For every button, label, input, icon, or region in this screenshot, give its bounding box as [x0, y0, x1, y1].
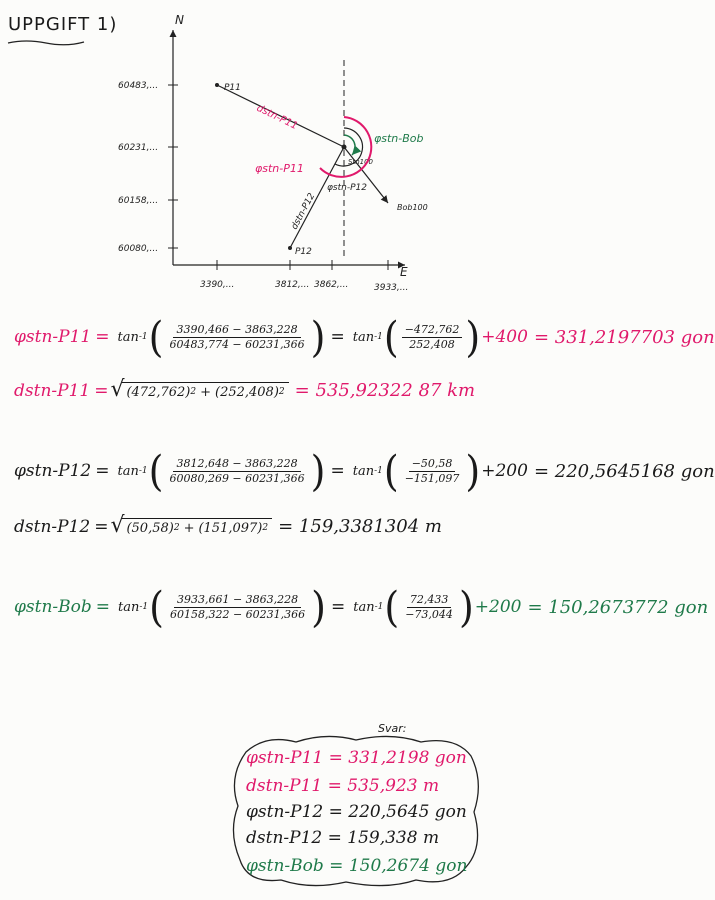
equation-phi-stn-p11: φstn-P11 = tan -1 ( $\frac{3390,466 - 3863,228}{60483,774 - 60231,366}$ ) = tan -1 ( $\frac{-472,762}{252,408}$ ) +400 = 331,2197703 gon: [14, 312, 715, 362]
x-tick: 3862,...: [314, 280, 349, 290]
equation-dstn-p11: dstn-P11 = √ (472,762) 2 + (252,408) 2 = 535,92322 87 km: [14, 380, 475, 401]
page-title: UPPGIFT 1): [8, 14, 118, 35]
label-dstn-p12: dstn-P12: [289, 191, 318, 232]
y-tick: 60231,...: [118, 143, 159, 153]
station-point: [342, 145, 347, 150]
y-tick: 60158,...: [118, 196, 159, 206]
answer-phi-stn-p12: φstn-P12 = 220,5645 gon: [246, 802, 467, 822]
coordinate-diagram: [100, 10, 430, 300]
label-phi-stn-bob: φstn-Bob: [374, 132, 424, 145]
equation-dstn-p12: dstn-P12 = √ (50,58) 2 + (151,097) 2 = 159,3381304 m: [14, 516, 442, 537]
answer-phi-stn-bob: φstn-Bob = 150,2674 gon: [246, 856, 468, 876]
x-tick: 3390,...: [200, 280, 235, 290]
arc-bob-green: [344, 135, 355, 155]
point-bob-label: Bob100: [397, 203, 428, 212]
equation-phi-stn-bob: φstn-Bob = tan -1 ( $\frac{3933,661 - 3863,228}{60158,322 - 60231,366}$ ) = tan -1 ( $\frac{72,433}{-73,044}$ ) +200 = 150,2673772 gon: [14, 582, 709, 632]
point-p11: [215, 83, 219, 87]
label-phi-stn-p11: φstn-P11: [255, 162, 304, 175]
x-tick: 3812,...: [275, 280, 310, 290]
answer-dstn-p11: dstn-P11 = 535,923 m: [246, 776, 440, 796]
label-dstn-p11: dstn-P11: [254, 102, 300, 133]
title-underline: [6, 38, 86, 46]
answer-phi-stn-p11: φstn-P11 = 331,2198 gon: [246, 748, 467, 768]
point-p11-label: P11: [224, 83, 241, 93]
answer-dstn-p12: dstn-P12 = 159,338 m: [246, 828, 440, 848]
north-label: N: [175, 13, 184, 27]
x-tick: 3933,...: [374, 283, 409, 293]
point-p12-label: P12: [295, 247, 312, 257]
label-phi-stn-p12: φstn-P12: [327, 183, 367, 193]
point-p12: [288, 246, 292, 250]
answer-label: Svar:: [378, 722, 407, 735]
y-tick: 60080,...: [118, 244, 159, 254]
station-label: Stn100: [348, 158, 373, 166]
y-tick: 60483,...: [118, 81, 159, 91]
equation-phi-stn-p12: φstn-P12 = tan -1 ( $\frac{3812,648 - 3863,228}{60080,269 - 60231,366}$ ) = tan -1 ( $\frac{-50,58}{-151,097}$ ) +200 = 220,5645168 gon: [14, 446, 715, 496]
east-label: E: [400, 265, 408, 279]
